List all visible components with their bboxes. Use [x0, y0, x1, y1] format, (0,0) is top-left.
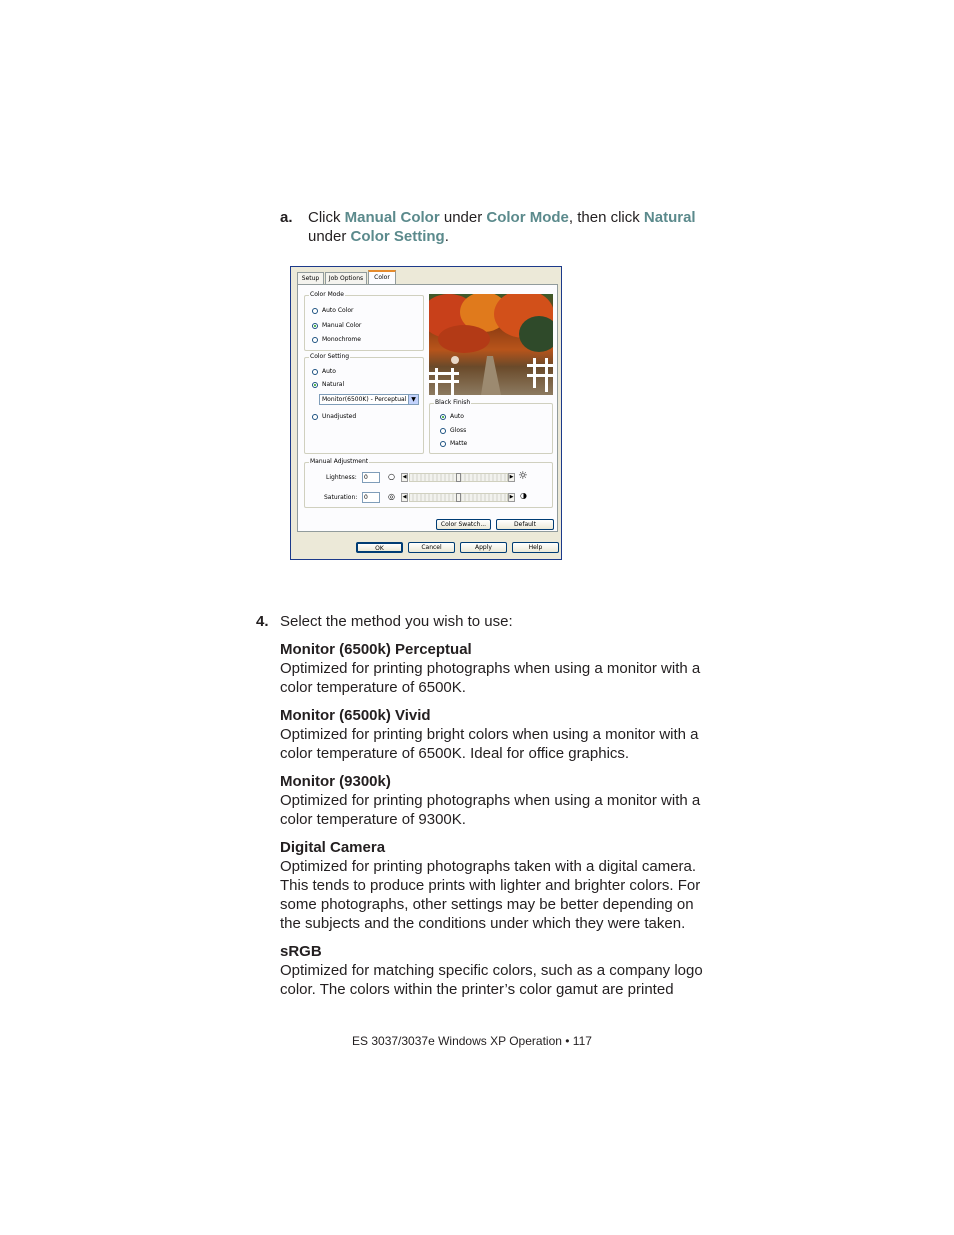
manual-adjustment-title: Manual Adjustment	[310, 458, 369, 465]
natural-radio[interactable]	[312, 382, 318, 388]
tab-job-options[interactable]: Job Options	[325, 272, 367, 284]
gloss-label: Gloss	[450, 427, 467, 434]
method-desc-line: Optimized for matching specific colors, such as a company logo	[280, 962, 703, 979]
monochrome-label: Monochrome	[322, 336, 361, 343]
manual-color-ref: Manual Color	[344, 209, 440, 226]
help-button[interactable]: Help	[512, 542, 559, 553]
manual-color-label: Manual Color	[322, 322, 362, 329]
method-list	[280, 640, 703, 999]
autumn-road-image	[429, 294, 553, 395]
auto-setting-label: Auto	[322, 368, 336, 375]
method-desc-line: Optimized for printing photographs when using a monitor with a	[280, 660, 701, 677]
method-desc-line: color. The colors within the printer’s color gamut are printed	[280, 981, 674, 998]
method-9300k	[280, 772, 703, 829]
natural-ref: Natural	[643, 209, 696, 226]
bright-sun-icon: ☼	[518, 469, 528, 482]
preview-image	[429, 294, 553, 395]
chevron-down-icon[interactable]: ▼	[408, 395, 418, 404]
matte-radio[interactable]	[440, 441, 446, 447]
step-4-text: Select the method you wish to use:	[280, 613, 513, 630]
matte-label: Matte	[450, 440, 468, 447]
method-perceptual	[280, 640, 703, 697]
method-title: Digital Camera	[280, 839, 386, 856]
unadjusted-label: Unadjusted	[322, 413, 357, 420]
monochrome-radio[interactable]	[312, 337, 318, 343]
method-desc-line: This tends to produce prints with lighter and brighter colors. For	[280, 877, 701, 894]
auto-setting-radio[interactable]	[312, 369, 318, 375]
lightness-left-arrow-icon[interactable]: ◀	[402, 474, 407, 480]
finish-auto-label: Auto	[450, 413, 464, 420]
color-mode-group	[304, 291, 424, 351]
lightness-input[interactable]: 0	[362, 472, 380, 483]
manual-adjustment-group	[304, 458, 553, 508]
lightness-slider[interactable]	[409, 473, 508, 482]
lightness-slider-thumb[interactable]	[456, 473, 461, 482]
method-srgb	[280, 942, 703, 999]
manual-color-radio[interactable]	[312, 323, 318, 329]
method-desc-line: color temperature of 6500K.	[280, 679, 466, 696]
step-a-line2: under Color Setting.	[308, 228, 449, 245]
method-desc-line: color temperature of 6500K. Ideal for office graphics.	[280, 745, 630, 762]
black-finish-title: Black Finish	[435, 399, 471, 406]
method-title: sRGB	[280, 943, 322, 960]
unadjusted-radio[interactable]	[312, 414, 318, 420]
black-finish-group	[429, 399, 553, 454]
natural-label: Natural	[322, 381, 345, 388]
lightness-right-arrow-icon[interactable]: ▶	[509, 474, 514, 480]
method-desc-line: Optimized for printing bright colors when using a monitor with a	[280, 726, 699, 743]
cancel-button[interactable]: Cancel	[408, 542, 455, 553]
color-mode-ref: Color Mode	[486, 209, 569, 226]
ok-button[interactable]: OK	[356, 542, 403, 553]
natural-method-select[interactable]: Monitor(6500K) - Perceptual ▼	[319, 394, 419, 405]
step-a-marker: a.	[280, 209, 293, 226]
saturation-slider[interactable]	[409, 493, 508, 502]
gloss-radio[interactable]	[440, 428, 446, 434]
method-desc-line: Optimized for printing photographs when using a monitor with a	[280, 792, 701, 809]
printer-properties-dialog	[290, 266, 562, 560]
method-desc-line: color temperature of 9300K.	[280, 811, 466, 828]
color-setting-title: Color Setting	[310, 353, 350, 360]
step-4-marker: 4.	[256, 613, 269, 630]
method-digital-camera	[280, 838, 703, 933]
saturation-label: Saturation:	[324, 494, 358, 501]
finish-auto-radio[interactable]	[440, 414, 446, 420]
color-setting-group	[304, 353, 424, 454]
saturation-input[interactable]: 0	[362, 492, 380, 503]
saturation-slider-thumb[interactable]	[456, 493, 461, 502]
method-desc-line: Optimized for printing photographs taken with a digital camera.	[280, 858, 697, 875]
method-desc-line: the subjects and the conditions under which they were taken.	[280, 915, 686, 932]
page-footer: ES 3037/3037e Windows XP Operation • 117	[352, 1034, 592, 1048]
color-swatch-button[interactable]: Color Swatch...	[436, 519, 491, 530]
auto-color-label: Auto Color	[322, 307, 354, 314]
apply-button[interactable]: Apply	[460, 542, 507, 553]
saturation-right-arrow-icon[interactable]: ▶	[509, 494, 514, 500]
method-title: Monitor (6500k) Perceptual	[280, 641, 472, 658]
high-saturation-icon: ◑	[520, 491, 527, 500]
tab-color[interactable]: Color	[368, 270, 396, 285]
method-title: Monitor (9300k)	[280, 773, 391, 790]
low-saturation-icon: ◎	[388, 492, 395, 501]
lightness-label: Lightness:	[326, 474, 357, 481]
dim-sun-icon: ○	[388, 472, 395, 481]
method-desc-line: some photographs, other settings may be better depending on	[280, 896, 694, 913]
method-title: Monitor (6500k) Vivid	[280, 707, 431, 724]
saturation-left-arrow-icon[interactable]: ◀	[402, 494, 407, 500]
color-mode-title: Color Mode	[310, 291, 344, 298]
auto-color-radio[interactable]	[312, 308, 318, 314]
step-a-line1: Click Manual Color under Color Mode, then click Natural	[308, 209, 696, 226]
method-vivid	[280, 706, 703, 763]
default-button[interactable]: Default	[496, 519, 554, 530]
tab-setup[interactable]: Setup	[297, 272, 324, 284]
color-setting-ref: Color Setting	[350, 228, 445, 245]
